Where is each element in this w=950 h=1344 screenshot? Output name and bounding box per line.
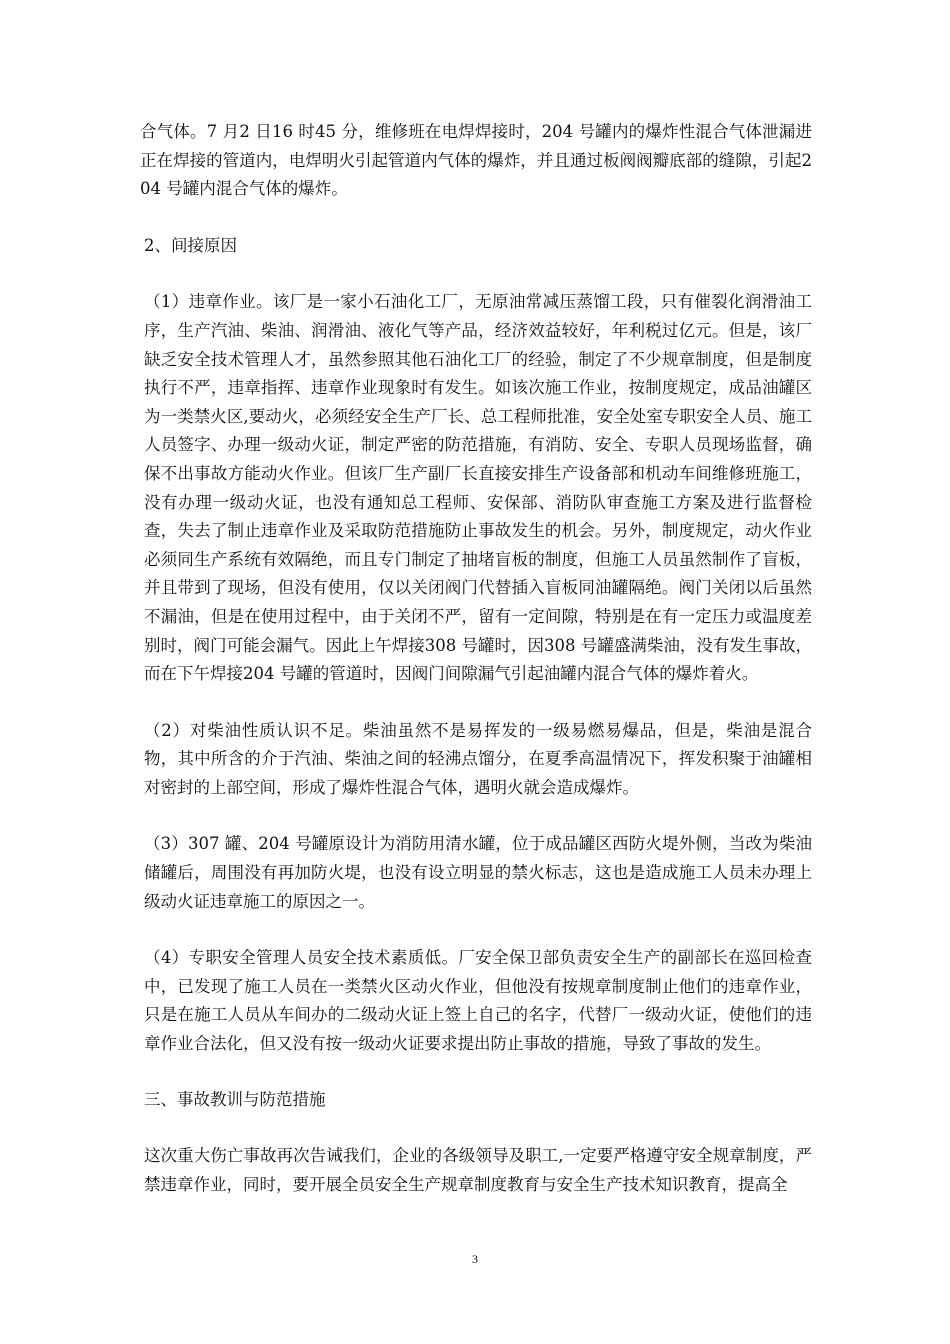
heading-indirect-causes: 2、间接原因 — [144, 235, 237, 255]
paragraph-lessons: 这次重大伤亡事故再次告诫我们，企业的各级领导及职工,一定要严格遵守安全规章制度，严禁违章作业，同时，要开展全员安全生产规章制度教育与安全生产技术知识教育，提高全 — [144, 1146, 812, 1194]
paragraph-safety-staff-quality: （4）专职安全管理人员安全技术素质低。厂安全保卫部负责安全生产的副部长在巡回检查中，已发现了施工人员在一类禁火区动火作业，但他没有按规章制度制止他们的违章作业，只是在施工人员从车间办的二级动火证上签上自己的名字，代替厂一级动火证，使他们的违章作业合法化，但又没有按一级动火证要求提出防止事故的措施，导致了事故的发生。 — [144, 948, 812, 1054]
paragraph-diesel-properties: （2）对柴油性质认识不足。柴油虽然不是易挥发的一级易燃易爆品，但是，柴油是混合物，其中所含的介于汽油、柴油之间的轻沸点馏分，在夏季高温情况下，挥发积聚于油罐相对密封的上部空间，形成了爆炸性混合气体，遇明火就会造成爆炸。 — [144, 720, 812, 797]
paragraph-tank-design: （3）307 罐、204 号罐原设计为消防用清水罐，位于成品罐区西防火堤外侧，当改为柴油储罐后，周围没有再加防火堤，也没有设立明显的禁火标志，这也是造成施工人员未办理上级动火证违章施工的原因之一。 — [144, 834, 812, 911]
document-body — [140, 118, 812, 1199]
paragraph-violation-operation: （1）违章作业。该厂是一家小石油化工厂，无原油常减压蒸馏工段，只有催裂化润滑油工序，生产汽油、柴油、润滑油、液化气等产品，经济效益较好，年利税过亿元。但是，该厂缺乏安全技术管理人才，虽然参照其他石油化工厂的经验，制定了不少规章制度，但是制度执行不严，违章指挥、违章作业现象时有发生。如该次施工作业，按制度规定，成品油罐区为一类禁火区,要动火，必须经安全生产厂长、总工程师批准，安全处室专职安全人员、施工人员签字、办理一级动火证，制定严密的防范措施，有消防、安全、专职人员现场监督，确保不出事故方能动火作业。但该厂生产副厂长直接安排生产设备部和机动车间维修班施工，没有办理一级动火证，也没有通知总工程师、安保部、消防队审查施工方案及进行监督检查，失去了制止违章作业及采取防范措施防止事故发生的机会。另外，制度规定，动火作业必须同生产系统有效隔绝，而且专门制定了抽堵盲板的制度，但施工人员虽然制作了盲板，并且带到了现场，但没有使用，仅以关闭阀门代替插入盲板同油罐隔绝。阀门关闭以后虽然不漏油，但是在使用过程中，由于关闭不严，留有一定间隙，特别是在有一定压力或温度差别时，阀门可能会漏气。因此上午焊接308 号罐时，因308 号罐盛满柴油，没有发生事故，而在下午焊接204 号罐的管道时，因阀门间隙漏气引起油罐内混合气体的爆炸着火。 — [144, 292, 812, 684]
page-number: 3 — [472, 1252, 478, 1266]
heading-lessons-and-measures: 三、事故教训与防范措施 — [144, 1089, 326, 1109]
paragraph-direct-cause-continuation: 合气体。7 月2 日16 时45 分，维修班在电焊焊接时，204 号罐内的爆炸性混合气体泄漏进正在焊接的管道内，电焊明火引起管道内气体的爆炸，并且通过板阀阀瓣底部的缝隙，引起204 号罐内混合气体的爆炸。 — [140, 122, 812, 199]
